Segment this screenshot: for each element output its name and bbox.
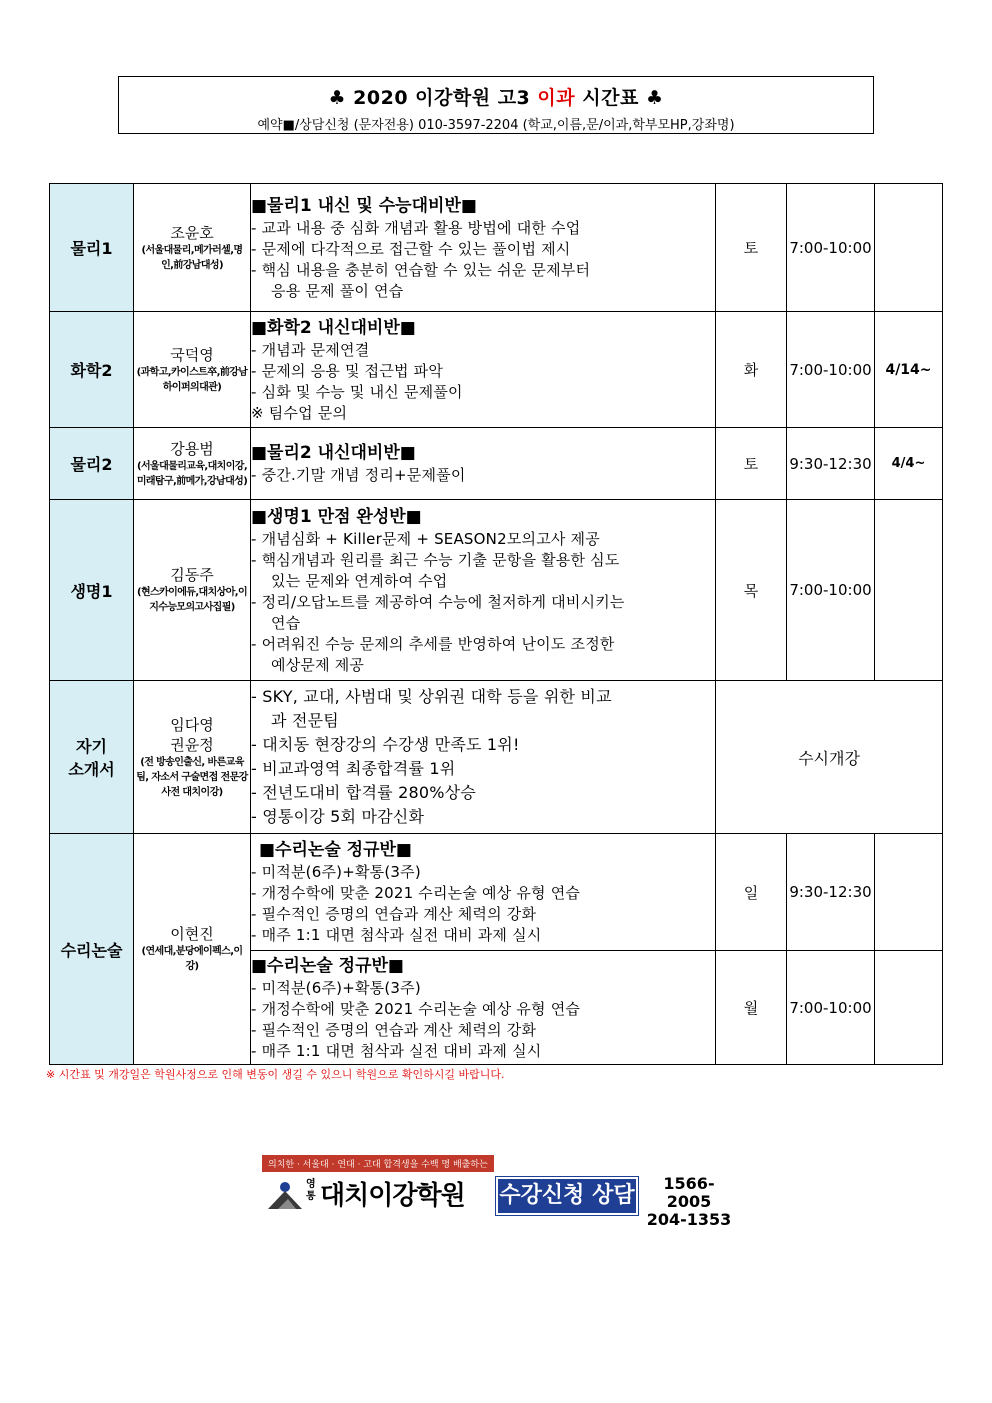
course-line: - 개념과 문제연결 <box>251 340 370 359</box>
course-title: ■생명1 만점 완성반■ <box>251 506 422 527</box>
phone-number: 1566-2005 <box>663 1174 715 1211</box>
course-line: - 중간.기말 개념 정리+문제풀이 <box>251 466 466 484</box>
academy-name: 대치이강학원 <box>320 1181 465 1211</box>
table-row <box>50 312 943 428</box>
teacher-name: 이현진 <box>170 925 214 943</box>
teacher-credentials: (서울대물리교육,대치이강,미래탐구,前메가,강남대성) <box>136 460 248 487</box>
teacher-cell <box>134 312 251 428</box>
subject-cell: 물리1 <box>50 184 134 312</box>
subject-cell: 화학2 <box>50 312 134 428</box>
title-red: 이과 <box>537 87 576 109</box>
page-title <box>119 83 873 110</box>
start-cell: 4/4~ <box>875 428 943 500</box>
teacher-name: 김동주 <box>170 566 214 584</box>
time-cell: 7:00-10:00 <box>787 500 875 681</box>
course-title: ■수리논술 정규반■ <box>259 840 412 860</box>
course-title: ■화학2 내신대비반■ <box>251 317 416 338</box>
course-line: 있는 문제와 연계하여 수업 <box>271 571 448 590</box>
teacher-name: 국덕영 <box>170 345 214 364</box>
course-line: - 미적분(6주)+확통(3주) <box>251 863 421 881</box>
course-line: 과 전문팀 <box>271 711 339 730</box>
subject-line: 자기 <box>76 737 107 756</box>
logo-tagline: 의치한 · 서울대 · 연대 · 고대 합격생을 수백 명 배출하는 <box>262 1155 494 1172</box>
title-box <box>118 76 874 134</box>
day-cell: 월 <box>716 951 787 1065</box>
footnote: ※ 시간표 및 개강일은 학원사정으로 인해 변동이 생길 수 있으니 학원으로 확인하시길 바랍니다. <box>46 1068 505 1081</box>
start-cell <box>875 500 943 681</box>
course-line: - 전년도대비 합격률 280%상승 <box>251 783 476 802</box>
course-title: ■수리논술 정규반■ <box>251 955 404 976</box>
course-line: - 필수적인 증명의 연습과 계산 체력의 강화 <box>251 1020 537 1039</box>
course-line: - 정리/오답노트를 제공하여 수능에 철저하게 대비시키는 <box>251 592 625 611</box>
enroll-consult-button[interactable]: 수강신청 상담 <box>496 1177 638 1215</box>
course-description <box>251 500 716 681</box>
schedule-table <box>49 183 943 1065</box>
phone-numbers <box>646 1175 732 1229</box>
logo-small-mark: 영통 <box>306 1179 316 1202</box>
table-row <box>50 184 943 312</box>
teacher-credentials: (연세대,분당에이펙스,이강) <box>141 946 243 972</box>
teacher-credentials: (현스카이에듀,대치상아,이지수능모의고사집필) <box>136 587 248 613</box>
course-line: 예상문제 제공 <box>271 655 365 674</box>
course-line: - 어려워진 수능 문제의 추세를 반영하여 난이도 조정한 <box>251 634 615 653</box>
title-pre: 2020 이강학원 고3 <box>353 87 531 109</box>
course-line: - 핵심개념과 원리를 최근 수능 기출 문항을 활용한 심도 <box>251 550 620 569</box>
course-line: - 미적분(6주)+확통(3주) <box>251 978 421 997</box>
course-line: 응용 문제 풀이 연습 <box>271 281 404 300</box>
time-cell: 7:00-10:00 <box>787 184 875 312</box>
course-line: - 개정수학에 맞춘 2021 수리논술 예상 유형 연습 <box>251 999 581 1018</box>
course-line: 연습 <box>271 613 301 632</box>
table-row <box>50 834 943 951</box>
start-cell <box>875 184 943 312</box>
course-description <box>251 184 716 312</box>
course-line: - 매주 1:1 대면 첨삭과 실전 대비 과제 실시 <box>251 1041 542 1060</box>
course-line: - 개념심화 + Killer문제 + SEASON2모의고사 제공 <box>251 529 600 548</box>
time-cell: 7:00-10:00 <box>787 951 875 1065</box>
table-row <box>50 681 943 834</box>
teacher-cell <box>134 184 251 312</box>
start-cell <box>875 951 943 1065</box>
club-icon: ♣ <box>645 87 664 109</box>
day-cell: 목 <box>716 500 787 681</box>
emblem-icon <box>266 1175 304 1213</box>
course-line: - 교과 내용 중 심화 개념과 활용 방법에 대한 수업 <box>251 218 581 237</box>
day-cell: 토 <box>716 428 787 500</box>
course-line: - SKY, 교대, 사범대 및 상위권 대학 등을 위한 비교 <box>251 687 612 706</box>
page-subtitle: 예약■/상담신청 (문자전용) 010-3597-2204 (학교,이름,문/이과,학부모HP,강좌명) <box>257 118 735 133</box>
club-icon: ♣ <box>328 87 347 109</box>
teacher-credentials: (서울대물리,메가러셀,명인,前강남대성) <box>141 244 243 271</box>
course-description <box>251 681 716 834</box>
table-row <box>50 500 943 681</box>
time-cell: 9:30-12:30 <box>787 428 875 500</box>
course-description <box>251 951 716 1065</box>
teacher-name: 조윤호 <box>170 223 214 242</box>
course-line: - 필수적인 증명의 연습과 계산 체력의 강화 <box>251 905 537 923</box>
course-line: - 비교과영역 최종합격률 1위 <box>251 759 456 778</box>
table-row <box>50 428 943 500</box>
day-cell: 일 <box>716 834 787 951</box>
course-line: - 영통이강 5회 마감신화 <box>251 807 425 826</box>
course-description <box>251 428 716 500</box>
course-line: - 심화 및 수능 및 내신 문제풀이 <box>251 382 463 401</box>
subject-line: 소개서 <box>68 760 115 779</box>
course-line: - 매주 1:1 대면 첨삭과 실전 대비 과제 실시 <box>251 926 542 944</box>
teacher-credentials: (과학고,카이스트卒,前강남하이퍼의대관) <box>136 366 248 393</box>
time-cell: 7:00-10:00 <box>787 312 875 428</box>
course-description <box>251 312 716 428</box>
start-cell: 4/14~ <box>875 312 943 428</box>
title-post: 시간표 <box>582 87 639 109</box>
teacher-cell <box>134 428 251 500</box>
rolling-admission-cell: 수시개강 <box>716 681 943 834</box>
course-line: - 대치동 현장강의 수강생 만족도 1위! <box>251 735 520 754</box>
teacher-cell <box>134 500 251 681</box>
teacher-name: 임다영 권윤정 <box>170 715 214 754</box>
teacher-cell <box>134 834 251 1065</box>
course-line: ※ 팀수업 문의 <box>251 403 348 422</box>
course-title: ■물리1 내신 및 수능대비반■ <box>251 195 477 216</box>
course-line: - 개정수학에 맞춘 2021 수리논술 예상 유형 연습 <box>251 884 581 902</box>
teacher-cell <box>134 681 251 834</box>
course-line: - 핵심 내용을 충분히 연습할 수 있는 쉬운 문제부터 <box>251 260 591 279</box>
start-cell <box>875 834 943 951</box>
phone-number: 204-1353 <box>646 1210 732 1229</box>
time-cell: 9:30-12:30 <box>787 834 875 951</box>
course-line: - 문제에 다각적으로 접근할 수 있는 풀이법 제시 <box>251 239 571 258</box>
course-description <box>251 834 716 951</box>
day-cell: 화 <box>716 312 787 428</box>
academy-logo-banner <box>262 1155 732 1229</box>
course-line: - 문제의 응용 및 접근법 파악 <box>251 361 444 380</box>
course-title: ■물리2 내신대비반■ <box>251 443 416 463</box>
subject-cell: 수리논술 <box>50 834 134 1065</box>
subject-cell: 생명1 <box>50 500 134 681</box>
teacher-name: 강용범 <box>170 439 214 458</box>
subject-cell <box>50 681 134 834</box>
teacher-credentials: (전 방송인출신, 바른교육팀, 자소서 구술면접 전문강사전 대치이강) <box>136 756 248 798</box>
day-cell: 토 <box>716 184 787 312</box>
subject-cell: 물리2 <box>50 428 134 500</box>
